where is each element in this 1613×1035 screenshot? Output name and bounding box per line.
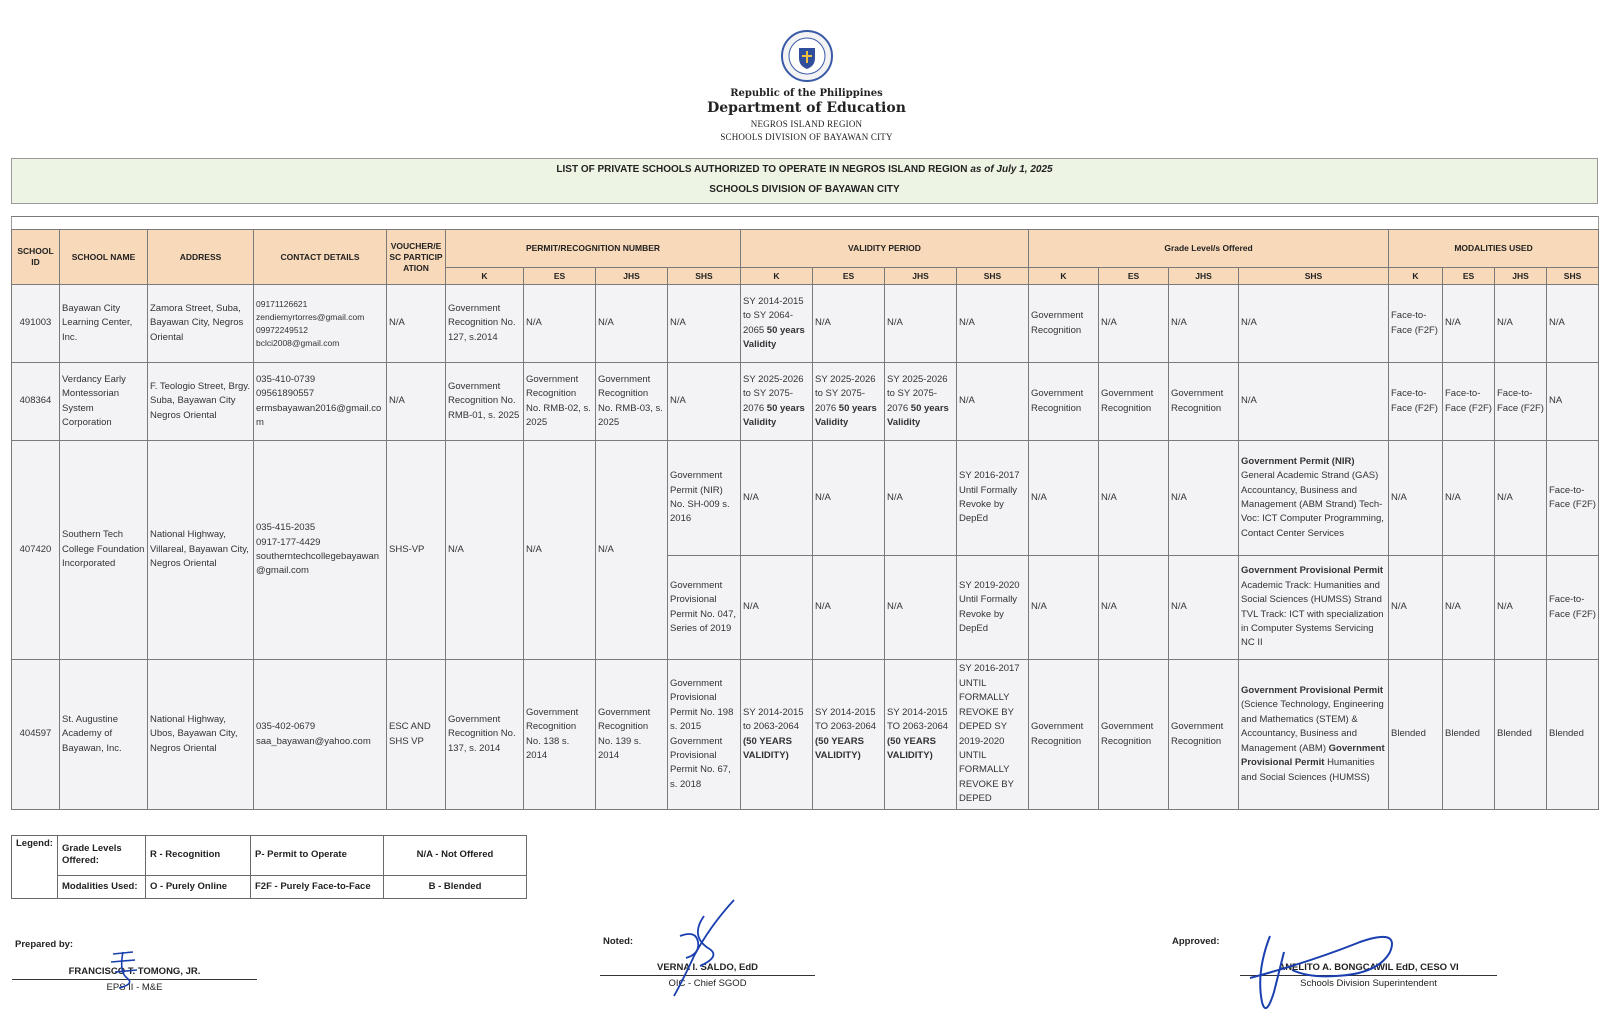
grade-jhs: N/A bbox=[1169, 441, 1239, 556]
permit-es: N/A bbox=[524, 285, 596, 363]
grade-k: Government Recognition bbox=[1029, 660, 1099, 810]
legend-recognition: R - Recognition bbox=[146, 836, 251, 876]
school-name: St. Augustine Academy of Bayawan, Inc. bbox=[60, 660, 148, 810]
modality-es: Face-to-Face (F2F) bbox=[1443, 363, 1495, 441]
voucher-participation: N/A bbox=[387, 363, 446, 441]
school-address: Zamora Street, Suba, Bayawan City, Negros Oriental bbox=[148, 285, 254, 363]
table-row bbox=[12, 363, 1599, 441]
modality-shs: Face-to-Face (F2F) bbox=[1547, 441, 1599, 556]
legend-blended: B - Blended bbox=[384, 875, 527, 898]
modality-jhs: N/A bbox=[1495, 441, 1547, 556]
grade-es: Government Recognition bbox=[1099, 660, 1169, 810]
modality-k: N/A bbox=[1389, 556, 1443, 660]
modality-k: N/A bbox=[1389, 441, 1443, 556]
school-name: Bayawan City Learning Center, Inc. bbox=[60, 285, 148, 363]
grade-es: N/A bbox=[1099, 285, 1169, 363]
division-line: SCHOOLS DIVISION OF BAYAWAN CITY bbox=[720, 132, 893, 142]
voucher-participation: N/A bbox=[387, 285, 446, 363]
permit-jhs: Government Recognition No. RMB-03, s. 2025 bbox=[596, 363, 668, 441]
permit-shs: Government Provisional Permit No. 198 s. 2015 Government Provisional Permit No. 67, s. 2018 bbox=[668, 660, 741, 810]
legend-permit: P- Permit to Operate bbox=[251, 836, 384, 876]
approved-label: Approved: bbox=[1172, 936, 1220, 947]
voucher-participation: ESC AND SHS VP bbox=[387, 660, 446, 810]
validity-es: N/A bbox=[813, 441, 885, 556]
school-id: 404597 bbox=[12, 660, 60, 810]
title-date: as of July 1, 2025 bbox=[970, 164, 1053, 175]
header-permit: PERMIT/RECOGNITION NUMBER bbox=[446, 230, 741, 268]
validity-es: SY 2014-2015 TO 2063-2064 (50 YEARS VALIDITY) bbox=[813, 660, 885, 810]
header-contact: CONTACT DETAILS bbox=[254, 230, 387, 285]
contact-details: 035-402-0679 saa_bayawan@yahoo.com bbox=[254, 660, 387, 810]
noted-title: OIC - Chief SGOD bbox=[668, 978, 747, 989]
permit-k: N/A bbox=[446, 441, 524, 660]
approved-title: Schools Division Superintendent bbox=[1300, 978, 1437, 989]
grade-shs: Government Provisional Permit Academic Track: Humanities and Social Sciences (HUMSS) Strand TVL Track: ICT with specialization in Computer Systems Servicing NC II bbox=[1239, 556, 1389, 660]
permit-k: Government Recognition No. 127, s.2014 bbox=[446, 285, 524, 363]
validity-shs: SY 2016-2017 Until Formally Revoke by DepEd bbox=[957, 441, 1029, 556]
grade-k: Government Recognition bbox=[1029, 363, 1099, 441]
grade-jhs: Government Recognition bbox=[1169, 660, 1239, 810]
grade-jhs: N/A bbox=[1169, 285, 1239, 363]
subheader-validity-k: K bbox=[741, 268, 813, 285]
school-id: 408364 bbox=[12, 363, 60, 441]
document-title bbox=[12, 164, 1597, 175]
noted-signature-icon bbox=[660, 896, 740, 1000]
header-address: ADDRESS bbox=[148, 230, 254, 285]
subheader-permit-es: ES bbox=[524, 268, 596, 285]
header-school-id: SCHOOL ID bbox=[12, 230, 60, 285]
permit-k: Government Recognition No. RMB-01, s. 2025 bbox=[446, 363, 524, 441]
deped-seal-icon bbox=[781, 30, 833, 82]
modality-shs: N/A bbox=[1547, 285, 1599, 363]
validity-jhs: N/A bbox=[885, 441, 957, 556]
subheader-grades-k: K bbox=[1029, 268, 1099, 285]
school-name: Southern Tech College Foundation Incorporated bbox=[60, 441, 148, 660]
validity-jhs: SY 2014-2015 TO 2063-2064 (50 YEARS VALIDITY) bbox=[885, 660, 957, 810]
prepared-signature-icon bbox=[105, 948, 145, 992]
schools-table bbox=[11, 216, 1599, 810]
school-id: 407420 bbox=[12, 441, 60, 660]
legend-online: O - Purely Online bbox=[146, 875, 251, 898]
grade-es: N/A bbox=[1099, 556, 1169, 660]
subheader-validity-jhs: JHS bbox=[885, 268, 957, 285]
validity-shs: N/A bbox=[957, 285, 1029, 363]
modality-shs: Blended bbox=[1547, 660, 1599, 810]
modality-k: Blended bbox=[1389, 660, 1443, 810]
republic-line: Republic of the Philippines bbox=[730, 88, 883, 99]
validity-jhs: SY 2025-2026 to SY 2075-2076 50 years Validity bbox=[885, 363, 957, 441]
subheader-grades-jhs: JHS bbox=[1169, 268, 1239, 285]
legend-modalities-label: Modalities Used: bbox=[58, 875, 146, 898]
modality-es: N/A bbox=[1443, 285, 1495, 363]
table-row bbox=[12, 660, 1599, 810]
permit-shs: Government Provisional Permit No. 047, Series of 2019 bbox=[668, 556, 741, 660]
legend-face-to-face: F2F - Purely Face-to-Face bbox=[251, 875, 384, 898]
modality-es: Blended bbox=[1443, 660, 1495, 810]
modality-shs: NA bbox=[1547, 363, 1599, 441]
permit-shs: N/A bbox=[668, 285, 741, 363]
permit-jhs: N/A bbox=[596, 285, 668, 363]
table-row bbox=[12, 441, 1599, 556]
validity-k: SY 2014-2015 to 2063-2064 (50 YEARS VALIDITY) bbox=[741, 660, 813, 810]
table-row bbox=[12, 285, 1599, 363]
validity-jhs: N/A bbox=[885, 556, 957, 660]
prepared-by-title: EPS II - M&E bbox=[106, 982, 163, 993]
title-main: LIST OF PRIVATE SCHOOLS AUTHORIZED TO OPERATE IN NEGROS ISLAND REGION bbox=[556, 164, 968, 175]
validity-k: SY 2014-2015 to SY 2064-2065 50 years Validity bbox=[741, 285, 813, 363]
title-box bbox=[11, 158, 1598, 204]
legend-not-offered: N/A - Not Offered bbox=[384, 836, 527, 876]
grade-jhs: Government Recognition bbox=[1169, 363, 1239, 441]
modality-shs: Face-to-Face (F2F) bbox=[1547, 556, 1599, 660]
subheader-grades-shs: SHS bbox=[1239, 268, 1389, 285]
subheader-modalities-shs: SHS bbox=[1547, 268, 1599, 285]
noted-label: Noted: bbox=[603, 936, 634, 947]
validity-es: N/A bbox=[813, 285, 885, 363]
permit-es: Government Recognition No. RMB-02, s. 2025 bbox=[524, 363, 596, 441]
validity-shs: N/A bbox=[957, 363, 1029, 441]
permit-shs: N/A bbox=[668, 363, 741, 441]
contact-details: 09171126621 zendiemyrtorres@gmail.com 09972249512 bclci2008@gmail.com bbox=[254, 285, 387, 363]
permit-jhs: Government Recognition No. 139 s. 2014 bbox=[596, 660, 668, 810]
permit-es: Government Recognition No. 138 s. 2014 bbox=[524, 660, 596, 810]
contact-details: 035-410-0739 09561890557 ermsbayawan2016@gmail.com bbox=[254, 363, 387, 441]
letterhead bbox=[0, 30, 1613, 142]
grade-es: N/A bbox=[1099, 441, 1169, 556]
grade-shs: Government Provisional Permit (Science Technology, Engineering and Mathematics (STEM) & Accountancy, Business and Management (ABM) Government Provisional Permit Humanities and Social Sciences (HUMSS) bbox=[1239, 660, 1389, 810]
approved-signature-icon bbox=[1240, 922, 1410, 1018]
permit-shs: Government Permit (NIR) No. SH-009 s. 2016 bbox=[668, 441, 741, 556]
school-id: 491003 bbox=[12, 285, 60, 363]
validity-k: N/A bbox=[741, 441, 813, 556]
school-address: F. Teologio Street, Brgy. Suba, Bayawan City Negros Oriental bbox=[148, 363, 254, 441]
permit-k: Government Recognition No. 137, s. 2014 bbox=[446, 660, 524, 810]
validity-k: SY 2025-2026 to SY 2075-2076 50 years Validity bbox=[741, 363, 813, 441]
header-validity: VALIDITY PERIOD bbox=[741, 230, 1029, 268]
legend-grade-levels-label: Grade Levels Offered: bbox=[58, 836, 146, 876]
grade-k: N/A bbox=[1029, 441, 1099, 556]
header-school-name: SCHOOL NAME bbox=[60, 230, 148, 285]
modality-jhs: Blended bbox=[1495, 660, 1547, 810]
header-grades: Grade Level/s Offered bbox=[1029, 230, 1389, 268]
approved-name: ANELITO A. BONGCAWIL EdD, CESO VI bbox=[1240, 962, 1497, 976]
subheader-permit-jhs: JHS bbox=[596, 268, 668, 285]
subheader-grades-es: ES bbox=[1099, 268, 1169, 285]
modality-k: Face-to-Face (F2F) bbox=[1389, 363, 1443, 441]
grade-shs: N/A bbox=[1239, 363, 1389, 441]
school-address: National Highway, Villareal, Bayawan City, Negros Oriental bbox=[148, 441, 254, 660]
subheader-modalities-k: K bbox=[1389, 268, 1443, 285]
modality-jhs: N/A bbox=[1495, 556, 1547, 660]
grade-k: Government Recognition bbox=[1029, 285, 1099, 363]
validity-jhs: N/A bbox=[885, 285, 957, 363]
subheader-modalities-jhs: JHS bbox=[1495, 268, 1547, 285]
validity-shs: SY 2016-2017 UNTIL FORMALLY REVOKE BY DEPED SY 2019-2020 UNTIL FORMALLY REVOKE BY DEPED bbox=[957, 660, 1029, 810]
permit-jhs: N/A bbox=[596, 441, 668, 660]
legend-table bbox=[11, 835, 527, 899]
modality-es: N/A bbox=[1443, 556, 1495, 660]
subheader-validity-es: ES bbox=[813, 268, 885, 285]
school-address: National Highway, Ubos, Bayawan City, Negros Oriental bbox=[148, 660, 254, 810]
modality-es: N/A bbox=[1443, 441, 1495, 556]
subheader-permit-k: K bbox=[446, 268, 524, 285]
validity-es: SY 2025-2026 to SY 2075-2076 50 years Validity bbox=[813, 363, 885, 441]
header-modalities: MODALITIES USED bbox=[1389, 230, 1599, 268]
permit-es: N/A bbox=[524, 441, 596, 660]
validity-k: N/A bbox=[741, 556, 813, 660]
prepared-by-name: FRANCISCO T. TOMONG, JR. bbox=[12, 966, 257, 980]
modality-k: Face-to-Face (F2F) bbox=[1389, 285, 1443, 363]
grade-shs: Government Permit (NIR) General Academic Strand (GAS) Accountancy, Business and Management (ABM Strand) Tech-Voc: ICT Computer Programming, Contact Center Services bbox=[1239, 441, 1389, 556]
school-name: Verdancy Early Montessorian System Corporation bbox=[60, 363, 148, 441]
grade-jhs: N/A bbox=[1169, 556, 1239, 660]
subheader-modalities-es: ES bbox=[1443, 268, 1495, 285]
noted-name: VERNA I. SALDO, EdD bbox=[600, 962, 815, 976]
subheader-validity-shs: SHS bbox=[957, 268, 1029, 285]
department-line: Department of Education bbox=[707, 100, 906, 116]
voucher-participation: SHS-VP bbox=[387, 441, 446, 660]
grade-es: Government Recognition bbox=[1099, 363, 1169, 441]
document-subtitle: SCHOOLS DIVISION OF BAYAWAN CITY bbox=[709, 184, 900, 195]
prepared-by-label: Prepared by: bbox=[15, 939, 74, 950]
region-line: NEGROS ISLAND REGION bbox=[750, 119, 863, 129]
validity-shs: SY 2019-2020 Until Formally Revoke by DepEd bbox=[957, 556, 1029, 660]
validity-es: N/A bbox=[813, 556, 885, 660]
grade-shs: N/A bbox=[1239, 285, 1389, 363]
modality-jhs: Face-to-Face (F2F) bbox=[1495, 363, 1547, 441]
contact-details: 035-415-2035 0917-177-4429 southerntechcollegebayawan@gmail.com bbox=[254, 441, 387, 660]
subheader-permit-shs: SHS bbox=[668, 268, 741, 285]
modality-jhs: N/A bbox=[1495, 285, 1547, 363]
header-voucher: VOUCHER/ESC PARTICIPATION bbox=[387, 230, 446, 285]
grade-k: N/A bbox=[1029, 556, 1099, 660]
legend-label: Legend: bbox=[12, 836, 58, 899]
